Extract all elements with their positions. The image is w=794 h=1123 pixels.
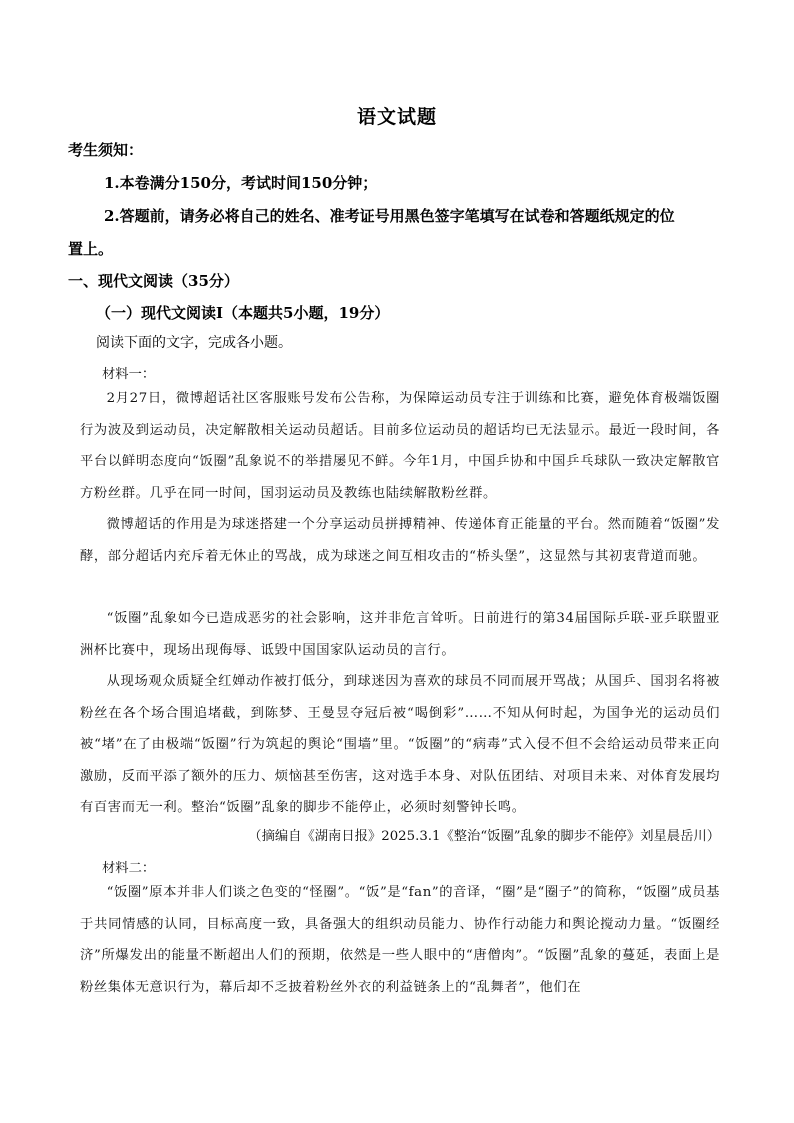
material-1-label: 材料一： (102, 367, 156, 382)
material-1-paragraph: 微博超话的作用是为球迷搭建一个分享运动员拼搏精神、传递体育正能量的平台。然而随着“饭圈”发酵，部分超话内充斥着无休止的骂战，成为球迷之间互相攻击的“桥头堡”，这显然与其初衷背道而驰。 (80, 517, 720, 564)
notice-item-2-line-2: 置上。 (68, 240, 114, 258)
document-title: 语文试题 (356, 106, 437, 128)
section-heading: 一、现代文阅读（35分） (68, 272, 239, 290)
section-subheading: （一）现代文阅读Ⅰ（本题共5小题，19分） (96, 304, 390, 322)
notice-item-1: 1.本卷满分150分，考试时间150分钟； (104, 174, 378, 192)
material-2-paragraph: “饭圈”原本并非人们谈之色变的“怪圈”。“饭”是“fan”的音译，“圈”是“圈子”的简称，“饭圈”成员基于共同情感的认同，目标高度一致，具备强大的组织动员能力、协作行动能力和舆论搅动力量。“饭圈经济”所爆发出的能量不断超出人们的预期，依然是一些人眼中的“唐僧肉”。“饭圈”乱象的蔓延，表面上是粉丝集体无意识行为，幕后却不乏披着粉丝外衣的利益链条上的“乱舞者”，他们在 (80, 885, 720, 995)
notice-heading: 考生须知： (68, 141, 144, 159)
material-2-label: 材料二： (102, 861, 156, 876)
material-1-paragraph: “饭圈”乱象如今已造成恶劣的社会影响，这并非危言耸听。日前进行的第34届国际乒联-亚乒联盟亚洲杯比赛中，现场出现侮辱、诋毁中国国家队运动员的言行。 (80, 611, 720, 658)
notice-item-2-line-1: 2.答题前，请务必将自己的姓名、准考证号用黑色签字笔填写在试卷和答题纸规定的位 (104, 207, 675, 225)
material-1-paragraph: 从现场观众质疑全红婵动作被打低分，到球迷因为喜欢的球员不同而展开骂战；从国乒、国羽名将被粉丝在各个场合围追堵截，到陈梦、王曼昱夺冠后被“喝倒彩”……不知从何时起，为国争光的运动员们被“堵”在了由极端“饭圈”行为筑起的舆论“围墙”里。“饭圈”的“病毒”式入侵不但不会给运动员带来正向激励，反而平添了额外的压力、烦恼甚至伤害，这对选手本身、对队伍团结、对项目未来、对体育发展均有百害而无一利。整治“饭圈”乱象的脚步不能停止，必须时刻警钟长鸣。 (80, 674, 720, 815)
material-1-source-citation: （摘编自《湖南日报》2025.3.1《整治“饭圈”乱象的脚步不能停》刘星晨岳川） (248, 829, 720, 844)
reading-instruction: 阅读下面的文字，完成各小题。 (96, 335, 292, 351)
material-1-paragraph: 2月27日，微博超话社区客服账号发布公告称，为保障运动员专注于训练和比赛，避免体育极端饭圈行为波及到运动员，决定解散相关运动员超话。目前多位运动员的超话均已无法显示。最近一段时间，各平台以鲜明态度向“饭圈”乱象说不的举措屡见不鲜。今年1月，中国乒协和中国乒乓球队一致决定解散官方粉丝群。几乎在同一时间，国羽运动员及教练也陆续解散粉丝群。 (80, 391, 720, 501)
